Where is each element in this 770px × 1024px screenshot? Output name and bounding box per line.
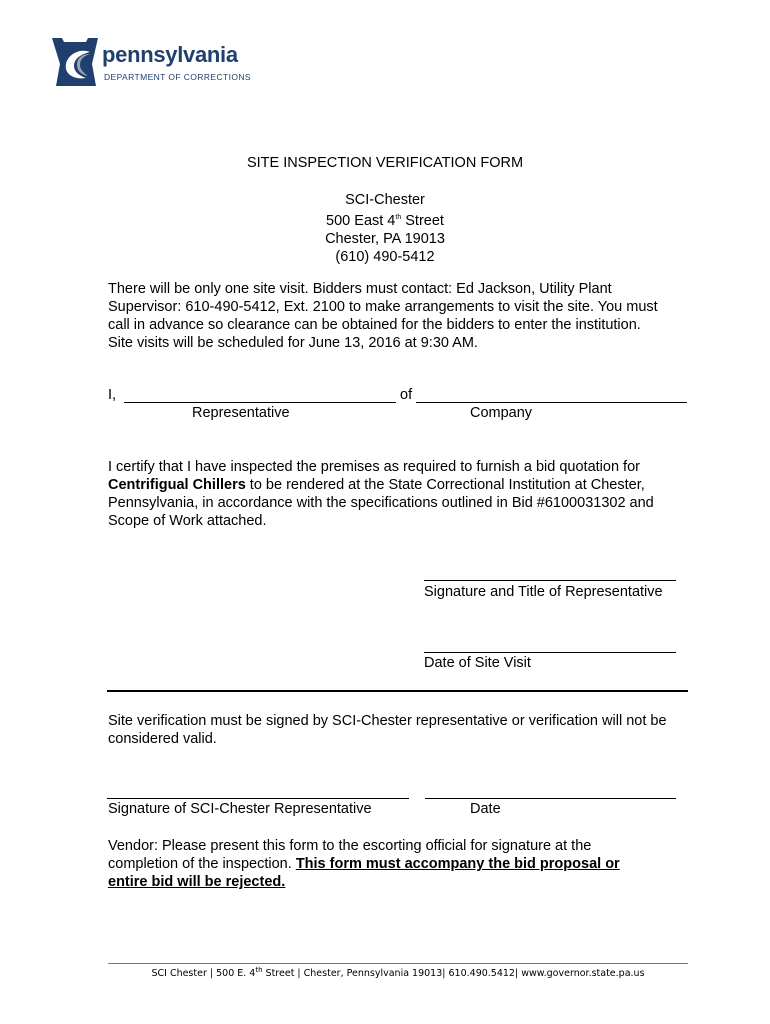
keystone-icon (50, 36, 100, 88)
facility-street: 500 East 4th Street (326, 212, 444, 229)
verification-note: Site verification must be signed by SCI-Chester representative or verification will not be considered valid. (108, 713, 667, 747)
logo-department: DEPARTMENT OF CORRECTIONS (104, 72, 251, 82)
rep-of: of (400, 387, 413, 403)
certification-paragraph: I certify that I have inspected the premises as required to furnish a bid quotation for Centrifigual Chillers to be rendered at the State Correctional Institution at Chester, Pennsylvania, in accordance with the specifications outlined in Bid #6100031302 and Scope of Work attached. (108, 459, 654, 529)
visit-date-line[interactable] (424, 652, 676, 653)
rep-signature-label: Signature and Title of Representative (424, 584, 663, 600)
intro-paragraph: There will be only one site visit. Bidders must contact: Ed Jackson, Utility Plant Supervisor: 610-490-5412, Ext. 2100 to make arrangements to visit the site. You must call in advance so clearance can be obtained for the bidders to enter the institution. Site visits will be scheduled for June 13, 2016 at 9:30 AM. (108, 281, 658, 351)
representative-line[interactable] (124, 402, 396, 403)
sci-date-label: Date (470, 801, 501, 817)
rep-prefix: I, (108, 387, 117, 403)
facility-name: SCI-Chester (345, 192, 425, 208)
company-label: Company (470, 405, 533, 421)
form-title: SITE INSPECTION VERIFICATION FORM (246, 155, 524, 171)
section-divider (107, 690, 688, 692)
sci-date-line[interactable] (425, 798, 676, 799)
logo-wordmark: pennsylvania (102, 42, 238, 67)
rep-signature-line[interactable] (424, 580, 676, 581)
sci-signature-label: Signature of SCI-Chester Representative (108, 801, 372, 817)
pa-doc-logo (50, 36, 270, 92)
footer-rule (108, 963, 688, 964)
rejection-warning: This form must accompany the bid proposal or entire bid will be rejected. (108, 856, 620, 890)
sci-signature-line[interactable] (107, 798, 409, 799)
product-name: Centrifigual Chillers (108, 477, 246, 493)
page-footer: SCI Chester | 500 E. 4th Street | Chester, Pennsylvania 19013| 610.490.5412| www.governor.state.pa.us (151, 966, 645, 980)
vendor-instruction: Vendor: Please present this form to the escorting official for signature at the completion of the inspection. This form must accompany the bid proposal or entire bid will be rejected. (108, 838, 620, 890)
representative-label: Representative (192, 405, 290, 421)
facility-phone: (610) 490-5412 (335, 248, 435, 265)
company-line[interactable] (416, 402, 687, 403)
visit-date-label: Date of Site Visit (424, 655, 531, 671)
facility-city: Chester, PA 19013 (325, 230, 445, 247)
facility-address (0, 191, 770, 266)
